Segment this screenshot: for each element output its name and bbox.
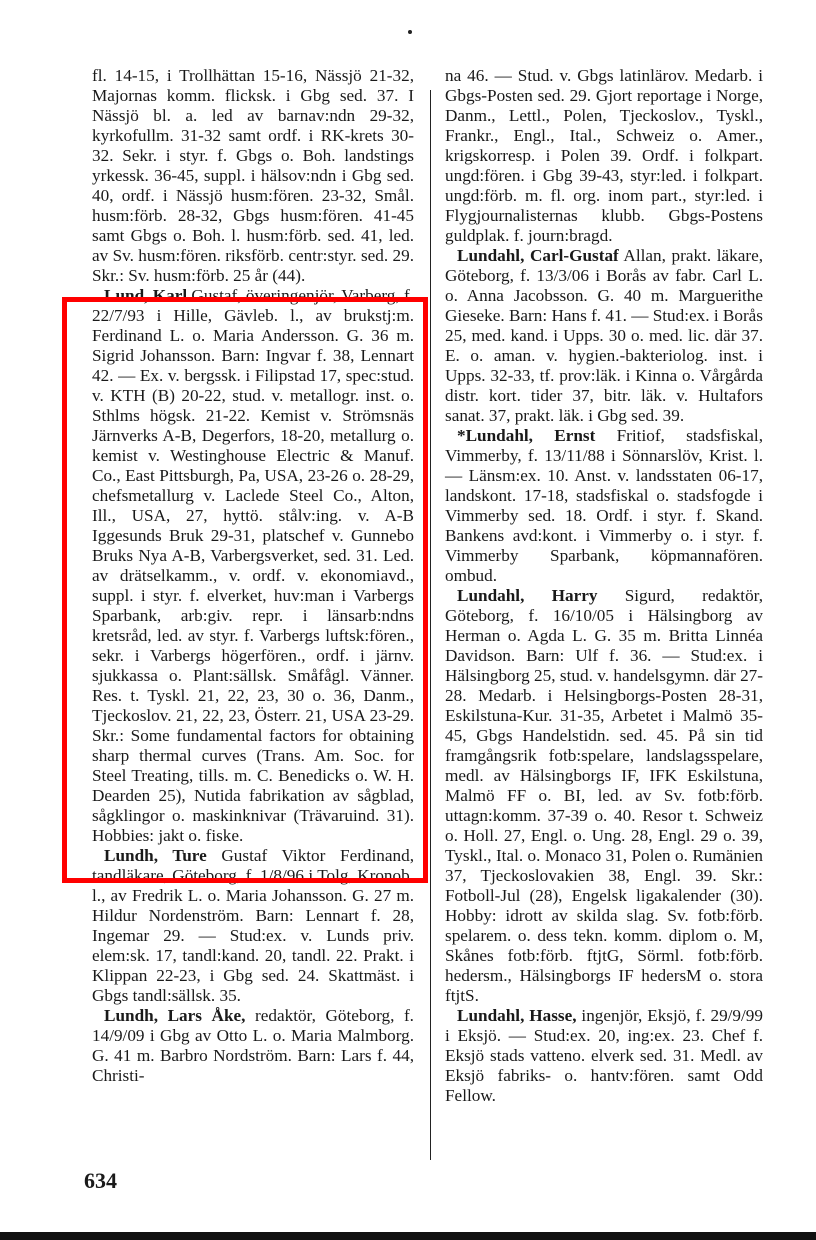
entry-name: *Lundahl, Ernst <box>457 426 596 445</box>
entry-continuation: na 46. — Stud. v. Gbgs latinlärov. Medarb. i Gbgs-Posten sed. 29. Gjort reportage i Norge, Danm., Lettl., Polen, Tjeckoslov., Tyskl., Frankr., Engl., Ital., Schweiz o. Amer., krigskorresp. i Polen 39. Ordf. i folkpart. ungd:fören. i Gbg 39-43, styr:led. i folkpart. ungd:förb. m. fl. org. inom part., styr:led. i Flygjournalisternas klubb. Gbgs-Postens guldplak. f. journ:bragd. <box>445 66 763 245</box>
entry-lundahl-ernst: *Lundahl, Ernst Fritiof, stadsfiskal, Vimmerby, f. 13/11/88 i Sönnarslöv, Krist. l. — Länsm:ex. 10. Anst. v. landsstaten 06-17, landskont. 17-18, stadsfiskal o. stadsfogde i Vimmerby sed. 18. Ordf. i styr. f. Skand. Bankens avd:kont. i Vimmerby o. i styr. f. Vimmerby Sparbank, köpmannafören. ombud. <box>445 426 763 585</box>
entry-lundahl-harry: Lundahl, Harry Sigurd, redaktör, Göteborg, f. 16/10/05 i Hälsingborg av Herman o. Agda L. G. 35 m. Britta Linnéa Davidson. Barn: Ulf f. 36. — Stud:ex. i Hälsingborg 25, stud. v. handelsgymn. där 27-28. Medarb. i Helsingborgs-Posten 28-31, Eskilstuna-Kur. 31-35, Arbetet i Malmö 35-45, Gbgs Handelstidn. sed. 45. På sin tid framgångsrik fotb:spelare, landslagsspelare, medl. av Hälsingborgs IF, IFK Eskilstuna, Malmö FF o. BI, led. av Sv. fotb:förb. uttagn:komm. 37-39 o. 40. Resor t. Schweiz o. Holl. 27, Engl. o. Ung. 28, Engl. 29 o. 39, Tyskl., Ital. o. Monaco 31, Polen o. Rumänien 37, Tjeckoslovakien 38, Engl. 39. Skr.: Fotboll-Jul (28), Engelsk ligakalender (30). Hobby: idrott av skilda slag. Sv. fotb:förb. spelarem. o. dess tekn. komm. diplom o. M, Skånes fotb:förb. ftjtG, Sörml. fotb:förb. hedersm., Hälsingborgs IF hedersM o. stora ftjtS. <box>445 586 763 1005</box>
entry-name: Lundh, Ture <box>104 846 207 865</box>
entry-lundahl-hasse: Lundahl, Hasse, ingenjör, Eksjö, f. 29/9/99 i Eksjö. — Stud:ex. 20, ing:ex. 23. Chef f. Eksjö stads vatteno. elverk sed. 31. Medl. av Eksjö fabriks- o. hantv:fören. samt Odd Fellow. <box>445 1006 763 1105</box>
entry-name: Lundh, Lars Åke, <box>104 1006 246 1025</box>
entry-lundh-ture: Lundh, Ture Gustaf Viktor Ferdinand, tandläkare, Göteborg, f. 1/8/96 i Tolg, Kronob. l., av Fredrik L. o. Maria Johansson. G. 27 m. Hildur Nordenström. Barn: Lennart f. 28, Ingemar 29. — Stud:ex. v. Lunds priv. elem:sk. 17, tandl:kand. 20, tandl. 22. Prakt. i Klippan 22-23, i Gbg sed. 24. Skattmäst. i Gbgs tandl:sällsk. 35. <box>92 846 415 1005</box>
page-dot-ornament <box>408 30 412 34</box>
bottom-edge-bar <box>0 1232 816 1240</box>
entry-name: Lundahl, Harry <box>457 586 598 605</box>
highlight-box <box>62 297 428 883</box>
entry-lund-karl: Lund, Karl Gustaf, överingenjör, Varberg, f. 22/7/93 i Hille, Gävleb. l., av brukstj:m. Ferdinand L. o. Maria Andersson. G. 36 m. Sigrid Johansson. Barn: Ingvar f. 38, Lennart 42. — Ex. v. bergssk. i Filipstad 17, spec:stud. v. KTH (B) 20-22, stud. v. metallogr. inst. o. Sthlms högsk. 21-22. Kemist v. Strömsnäs Järnverks A-B, Degerfors, 18-20, metallurg o. kemist v. Westinghouse Electric & Manuf. Co., East Pittsburgh, Pa, USA, 23-26 o. 28-29, chefsmetallurg v. Laclede Steel Co., Alton, Ill., USA, 27, hyttö. stålv:ing. v. A-B Iggesunds Bruk 29-31, platschef v. Gunnebo Bruks Nya A-B, Varbergsverket, sed. 31. Led. av drätselkamm., v. ordf. v. ekonomiavd., suppl. i styr. f. elverket, huv:man i Varbergs Sparbank, arb:giv. repr. i länsarb:ndns kretsråd, led. av styr. f. Varbergs luftsk:fören., sekr. i Varbergs högerfören., ordf. i järnv. sjukkassa o. Plant:sällsk. Småfågl. Vänner. Res. t. Tyskl. 21, 22, 23, 30 o. 36, Danm., Tjeckoslov. 21, 22, 23, Österr. 21, USA 23-29. Skr.: Some fundamental factors for obtaining sharp thermal curves (Trans. Am. Soc. for Steel Treating, tills. m. C. Benedicks o. W. H. Dearden 25), Nutida fabrikation av sågblad, sågklingor o. maskinknivar (Trävaruind. 31). Hobbies: jakt o. fiske. <box>92 286 415 845</box>
entry-continuation: fl. 14-15, i Trollhättan 15-16, Nässjö 21-32, Majornas komm. flicksk. i Gbg sed. 37. I Nässjö bl. a. led av barnav:ndn 29-32, kyrkofullm. 31-32 samt ordf. i RK-krets 30-32. Sekr. i styr. f. Gbgs o. Boh. landstings yrkessk. 36-45, suppl. i hälsov:ndn i Gbg sed. 40, ordf. i Nässjö husm:fören. 23-32, Smål. husm:förb. 28-32, Gbgs husm:fören. 41-45 samt Gbgs o. Boh. l. husm:förb. sed. 41, led. av Sv. husm:fören. riksförb. centr:styr. sed. 29. Skr.: Sv. husm:förb. 25 år (44). <box>92 66 414 285</box>
entry-lundahl-carl-gustaf: Lundahl, Carl-Gustaf Allan, prakt. läkare, Göteborg, f. 13/3/06 i Borås av fabr. Carl L. o. Anna Jacobsson. G. 40 m. Marguerithe Gieseke. Barn: Hans f. 41. — Stud:ex. i Borås 25, med. kand. i Upps. 30 o. med. lic. där 37. E. o. aman. v. hygien.-bakteriolog. inst. i Upps. 32-33, tf. prov:läk. i Kinna o. Vårgårda distr. kort. tider 37, bitr. läk. v. Hultafors sanat. 37, prakt. läk. i Gbg sed. 39. <box>445 246 764 425</box>
entry-lundh-lars-ake: Lundh, Lars Åke, redaktör, Göteborg, f. 14/9/09 i Gbg av Otto L. o. Maria Malmborg. G. 41 m. Barbro Nordström. Barn: Lars f. 44, Christi- <box>92 1006 414 1085</box>
entry-name: Lundahl, Carl-Gustaf <box>457 246 619 265</box>
entry-name: Lund, Karl <box>104 286 188 305</box>
page-number: 634 <box>84 1168 117 1193</box>
column-divider <box>430 90 431 1160</box>
right-column <box>445 66 763 1106</box>
entry-name: Lundahl, Hasse, <box>457 1006 577 1025</box>
